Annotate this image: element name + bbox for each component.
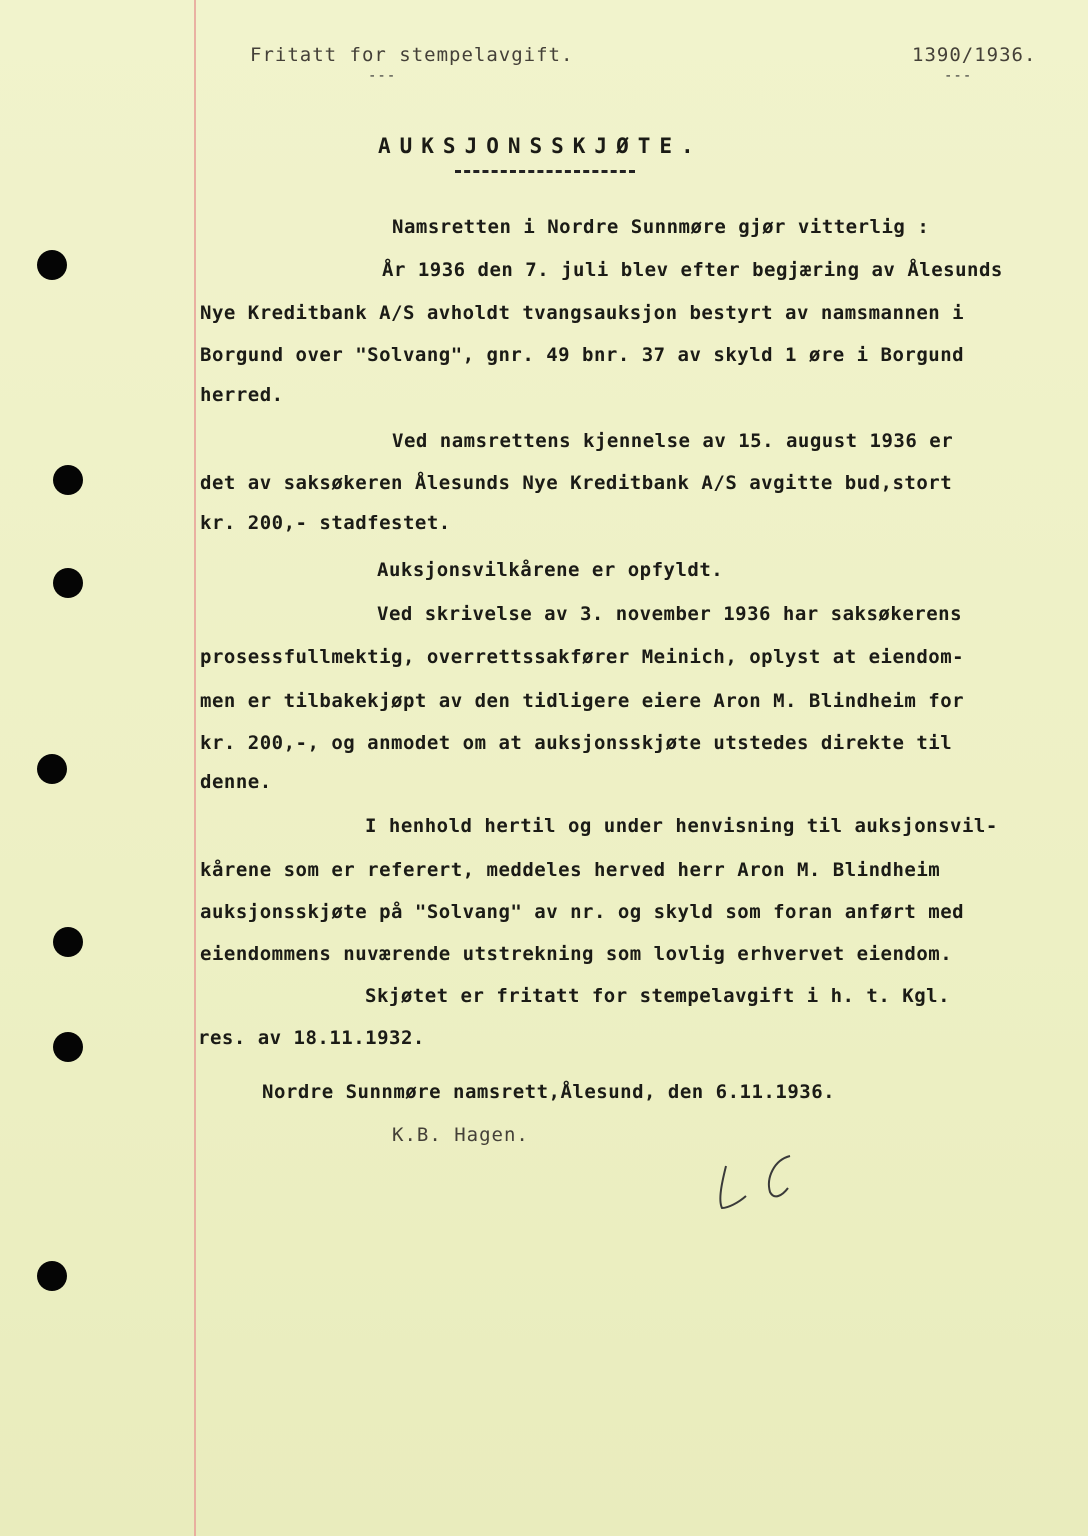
body-line: auksjonsskjøte på "Solvang" av nr. og skyld som foran anført med xyxy=(200,901,965,923)
punch-hole xyxy=(37,1261,67,1291)
punch-hole xyxy=(53,1032,83,1062)
body-line: Namsretten i Nordre Sunnmøre gjør vitterlig : xyxy=(392,216,930,238)
punch-hole xyxy=(37,754,67,784)
body-line: eiendommens nuværende utstrekning som lovlig erhvervet eiendom. xyxy=(200,943,953,965)
body-line: Auksjonsvilkårene er opfyldt. xyxy=(377,559,724,581)
body-line: Ved skrivelse av 3. november 1936 har saksøkerens xyxy=(377,603,963,625)
body-line: kr. 200,-, og anmodet om at auksjonsskjøte utstedes direkte til xyxy=(200,732,953,754)
body-line: men er tilbakekjøpt av den tidligere eiere Aron M. Blindheim for xyxy=(200,690,965,712)
body-line: Borgund over "Solvang", gnr. 49 bnr. 37 av skyld 1 øre i Borgund xyxy=(200,344,965,366)
body-line: denne. xyxy=(200,771,272,793)
body-line: Skjøtet er fritatt for stempelavgift i h. t. Kgl. xyxy=(365,985,951,1007)
body-line: det av saksøkeren Ålesunds Nye Kreditbank A/S avgitte bud,stort xyxy=(200,472,953,494)
body-line: År 1936 den 7. juli blev efter begjæring av Ålesunds xyxy=(382,259,1003,281)
body-line: Nye Kreditbank A/S avholdt tvangsauksjon bestyrt av namsmannen i xyxy=(200,302,965,324)
body-line: Ved namsrettens kjennelse av 15. august 1936 er xyxy=(392,430,954,452)
body-line: herred. xyxy=(200,384,284,406)
margin-rule xyxy=(194,0,196,1536)
body-line: kr. 200,- stadfestet. xyxy=(200,512,451,534)
header-dash-right: --- xyxy=(944,68,973,84)
punch-hole xyxy=(53,927,83,957)
stamp-exemption-note: Fritatt for stempelavgift. xyxy=(250,44,574,66)
header-dash-left: --- xyxy=(368,68,397,84)
court-place-date: Nordre Sunnmøre namsrett,Ålesund, den 6.11.1936. xyxy=(262,1081,836,1103)
body-line: I henhold hertil og under henvisning til auksjonsvil- xyxy=(365,815,998,837)
body-line: res. av 18.11.1932. xyxy=(198,1027,425,1049)
handwritten-initials-signature xyxy=(708,1148,818,1218)
judge-signature-typed: K.B. Hagen. xyxy=(392,1124,529,1146)
title-underline xyxy=(455,170,635,173)
body-line: kårene som er referert, meddeles herved herr Aron M. Blindheim xyxy=(200,859,941,881)
document-title: AUKSJONSSKJØTE. xyxy=(378,134,703,158)
body-line: prosessfullmektig, overrettssakfører Meinich, oplyst at eiendom- xyxy=(200,646,965,668)
punch-hole xyxy=(53,568,83,598)
punch-hole xyxy=(53,465,83,495)
punch-hole xyxy=(37,250,67,280)
reference-number: 1390/1936. xyxy=(912,44,1037,66)
